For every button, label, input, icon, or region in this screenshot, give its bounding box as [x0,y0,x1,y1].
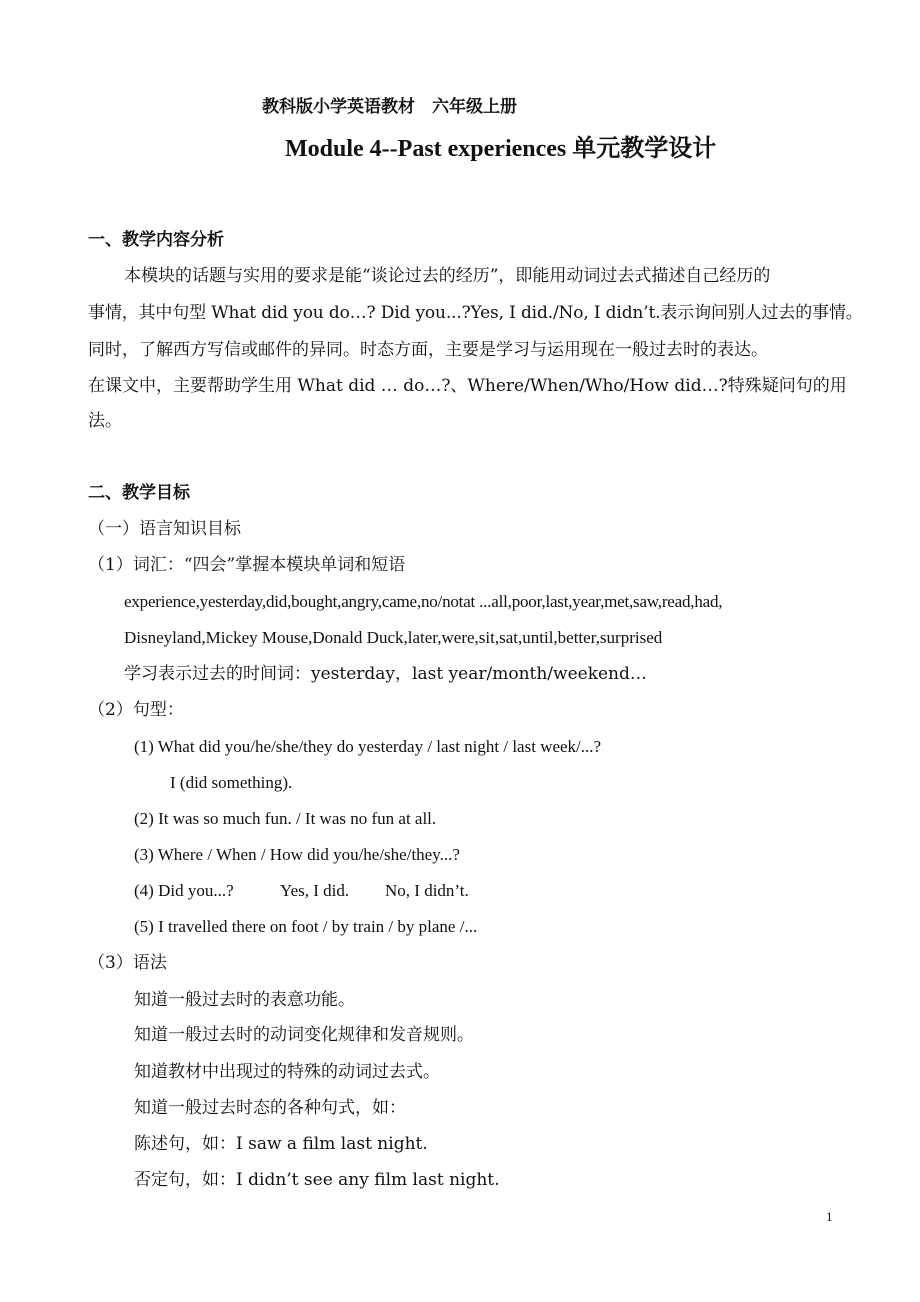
grammar-label: （3）语法 [88,953,167,973]
grammar-item: 否定句，如：I didn’t see any film last night. [134,1170,500,1190]
section-heading-content-analysis: 一、教学内容分析 [88,230,224,250]
sentence-patterns-label: （2）句型： [88,700,184,720]
paragraph-line: 事情，其中句型 What did you do…? Did you...?Yes, I did./No, I didn’t.表示询问别人过去的事情。 [88,303,863,323]
grammar-item: 知道一般过去时态的各种句式，如： [134,1098,406,1118]
sentence-pattern-item: (4) Did you...? [134,881,234,900]
paragraph-line: 法。 [88,411,122,431]
document-title: Module 4--Past experiences 单元教学设计 [285,136,717,162]
sentence-pattern-answer: No, I didn’t. [385,881,469,900]
vocab-words-line: Disneyland,Mickey Mouse,Donald Duck,later,were,sit,sat,until,better,surprised [124,628,663,647]
grammar-item: 知道一般过去时的动词变化规律和发音规则。 [134,1025,474,1045]
grammar-item: 陈述句，如：I saw a film last night. [134,1134,428,1154]
document-subtitle: 教科版小学英语教材 六年级上册 [262,97,517,117]
vocab-label: （1）词汇：“四会”掌握本模块单词和短语 [88,555,406,575]
sentence-pattern-item: (2) It was so much fun. / It was no fun at all. [134,809,437,828]
sentence-pattern-answer: I (did something). [170,773,293,792]
paragraph-line: 在课文中，主要帮助学生用 What did … do…?、Where/When/Who/How did…?特殊疑问句的用 [88,376,847,396]
time-words-line: 学习表示过去的时间词：yesterday，last year/month/weekend… [124,664,647,684]
sentence-pattern-answer: Yes, I did. [280,881,350,900]
sentence-pattern-item: (3) Where / When / How did you/he/she/they...? [134,845,460,864]
paragraph-line: 本模块的话题与实用的要求是能“谈论过去的经历”，即能用动词过去式描述自己经历的 [124,266,771,286]
vocab-words-line: experience,yesterday,did,bought,angry,came,no/notat ...all,poor,last,year,met,saw,read,had, [124,592,723,611]
subsection-language-knowledge: （一）语言知识目标 [88,519,241,539]
page-number: 1 [826,1209,833,1224]
sentence-pattern-item: (5) I travelled there on foot / by train / by plane /... [134,917,478,936]
grammar-item: 知道教材中出现过的特殊的动词过去式。 [134,1062,440,1082]
sentence-pattern-item: (1) What did you/he/she/they do yesterday / last night / last week/...? [134,737,602,756]
section-heading-teaching-goals: 二、教学目标 [88,483,190,503]
grammar-item: 知道一般过去时的表意功能。 [134,990,355,1010]
paragraph-line: 同时，了解西方写信或邮件的异同。时态方面，主要是学习与运用现在一般过去时的表达。 [88,340,768,360]
